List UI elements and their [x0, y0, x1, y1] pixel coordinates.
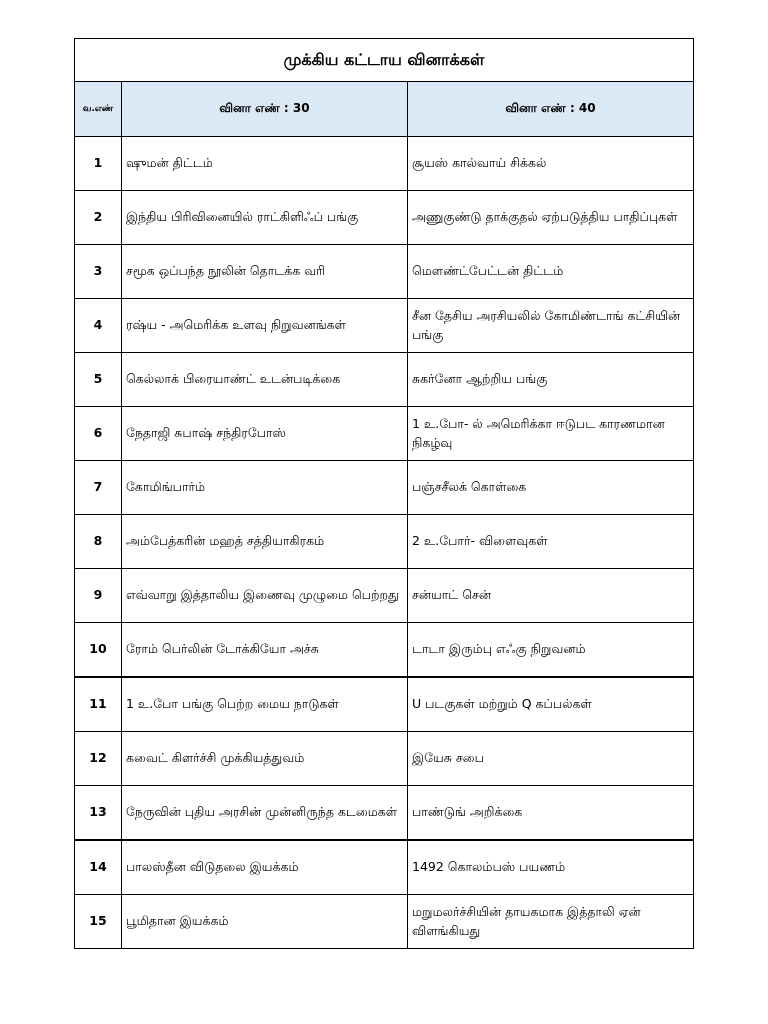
question-30-cell: எவ்வாறு இத்தாலிய இணைவு முழுமை பெற்றது — [122, 569, 408, 623]
question-30-cell: நேதாஜி சுபாஷ் சந்திரபோஸ் — [122, 407, 408, 461]
table-row — [75, 407, 694, 461]
question-40-cell: இயேசு சபை — [408, 732, 694, 786]
questions-table — [74, 38, 694, 949]
table-row — [75, 461, 694, 515]
serial-number: 11 — [75, 677, 122, 732]
page-title: முக்கிய கட்டாய வினாக்கள் — [75, 39, 694, 82]
serial-number: 5 — [75, 353, 122, 407]
table-row — [75, 840, 694, 895]
question-30-cell: கோமிங்பார்ம் — [122, 461, 408, 515]
question-40-cell: சீன தேசிய அரசியலில் கோமிண்டாங் கட்சியின் பங்கு — [408, 299, 694, 353]
serial-number: 15 — [75, 895, 122, 949]
question-30-cell: 1 உ.போ பங்கு பெற்ற மைய நாடுகள் — [122, 677, 408, 732]
question-40-cell: மறுமலர்ச்சியின் தாயகமாக இத்தாலி ஏன் விளங்கியது — [408, 895, 694, 949]
question-40-cell: 1492 கொலம்பஸ் பயணம் — [408, 840, 694, 895]
table-row — [75, 732, 694, 786]
serial-number: 1 — [75, 137, 122, 191]
table-row — [75, 623, 694, 678]
question-30-cell: ஷுமன் திட்டம் — [122, 137, 408, 191]
table-row — [75, 191, 694, 245]
serial-number: 10 — [75, 623, 122, 678]
table-row — [75, 895, 694, 949]
question-30-cell: ரஷ்ய - அமெரிக்க உளவு நிறுவனங்கள் — [122, 299, 408, 353]
serial-number: 12 — [75, 732, 122, 786]
serial-number: 13 — [75, 786, 122, 841]
question-30-cell: அம்பேத்கரின் மஹத் சத்தியாகிரகம் — [122, 515, 408, 569]
table-row — [75, 786, 694, 841]
table-row — [75, 569, 694, 623]
question-30-cell: பாலஸ்தீன விடுதலை இயக்கம் — [122, 840, 408, 895]
question-40-cell: பஞ்சசீலக் கொள்கை — [408, 461, 694, 515]
serial-number: 2 — [75, 191, 122, 245]
serial-number: 6 — [75, 407, 122, 461]
header-row — [75, 82, 694, 137]
table-row — [75, 245, 694, 299]
question-40-cell: சன்யாட் சென் — [408, 569, 694, 623]
question-30-cell: சமூக ஒப்பந்த நூலின் தொடக்க வரி — [122, 245, 408, 299]
question-40-cell: சூயஸ் கால்வாய் சிக்கல் — [408, 137, 694, 191]
table-row — [75, 515, 694, 569]
table-row — [75, 299, 694, 353]
question-30-cell: நேருவின் புதிய அரசின் முன்னிருந்த கடமைகள் — [122, 786, 408, 841]
question-40-cell: U படகுகள் மற்றும் Q கப்பல்கள் — [408, 677, 694, 732]
table-row — [75, 353, 694, 407]
question-40-cell: மௌண்ட்பேட்டன் திட்டம் — [408, 245, 694, 299]
column-header-question-30: வினா எண் : 30 — [122, 82, 408, 137]
table-row — [75, 677, 694, 732]
question-40-cell: 2 உ.போர்- விளைவுகள் — [408, 515, 694, 569]
serial-number: 7 — [75, 461, 122, 515]
question-40-cell: பாண்டுங் அறிக்கை — [408, 786, 694, 841]
question-30-cell: பூமிதான இயக்கம் — [122, 895, 408, 949]
table-row — [75, 137, 694, 191]
serial-number: 9 — [75, 569, 122, 623]
question-40-cell: 1 உ.போ- ல் அமெரிக்கா ஈடுபட காரணமான நிகழ்வு — [408, 407, 694, 461]
question-40-cell: டாடா இரும்பு எஃகு நிறுவனம் — [408, 623, 694, 678]
column-header-question-40: வினா எண் : 40 — [408, 82, 694, 137]
question-30-cell: இந்திய பிரிவினையில் ராட்கிளிஃப் பங்கு — [122, 191, 408, 245]
serial-number: 3 — [75, 245, 122, 299]
question-30-cell: ரோம் பெர்லின் டோக்கியோ அச்சு — [122, 623, 408, 678]
title-row — [75, 39, 694, 82]
column-header-serial-number: வ.எண் — [75, 82, 122, 137]
question-40-cell: அணுகுண்டு தாக்குதல் ஏற்படுத்திய பாதிப்புகள் — [408, 191, 694, 245]
serial-number: 14 — [75, 840, 122, 895]
question-40-cell: சுகர்னோ ஆற்றிய பங்கு — [408, 353, 694, 407]
serial-number: 4 — [75, 299, 122, 353]
question-30-cell: கவைட் கிளர்ச்சி முக்கியத்துவம் — [122, 732, 408, 786]
question-30-cell: கெல்லாக் பிரையாண்ட் உடன்படிக்கை — [122, 353, 408, 407]
serial-number: 8 — [75, 515, 122, 569]
